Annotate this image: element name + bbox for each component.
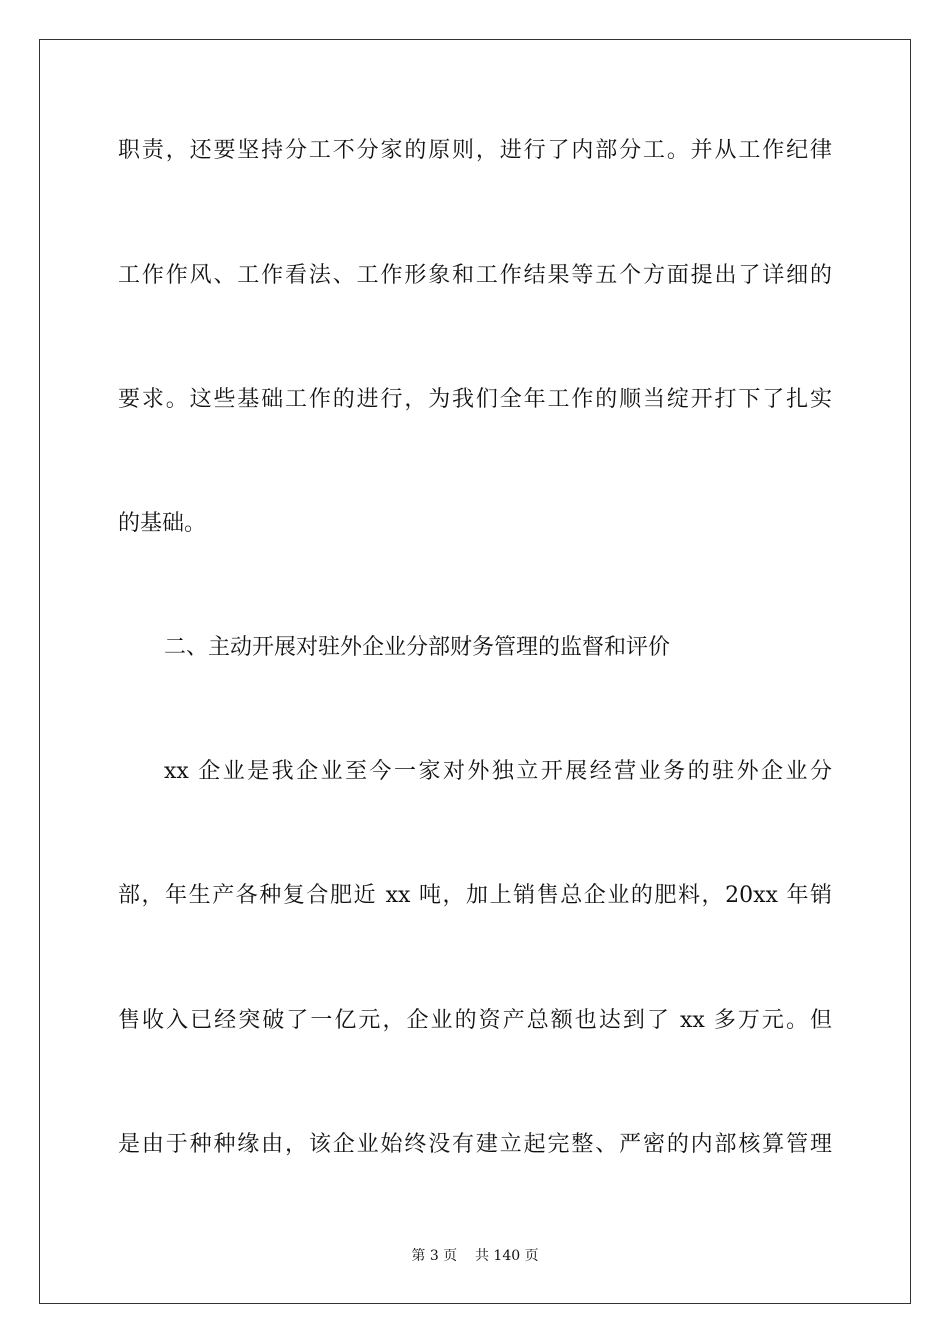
text-line-8: 售收入已经突破了一亿元，企业的资产总额也达到了 xx 多万元。但: [118, 1008, 832, 1033]
section-heading: 二、主动开展对驻外企业分部财务管理的监督和评价: [164, 635, 671, 660]
text-line-3: 要求。这些基础工作的进行，为我们全年工作的顺当绽开打下了扎实: [118, 387, 832, 412]
page-footer: 第 3 页 共 140 页: [411, 1248, 539, 1264]
text-line-2: 工作作风、工作看法、工作形象和工作结果等五个方面提出了详细的: [118, 263, 832, 288]
text-line-1: 职责，还要坚持分工不分家的原则，进行了内部分工。并从工作纪律: [118, 138, 832, 163]
text-line-9: 是由于种种缘由，该企业始终没有建立起完整、严密的内部核算管理: [118, 1132, 832, 1157]
text-line-7: 部，年生产各种复合肥近 xx 吨，加上销售总企业的肥料，20xx 年销: [118, 883, 832, 908]
text-line-4: 的基础。: [118, 511, 207, 536]
text-line-6: xx 企业是我企业至今一家对外独立开展经营业务的驻外企业分: [164, 759, 832, 784]
page-border: [39, 39, 911, 1304]
